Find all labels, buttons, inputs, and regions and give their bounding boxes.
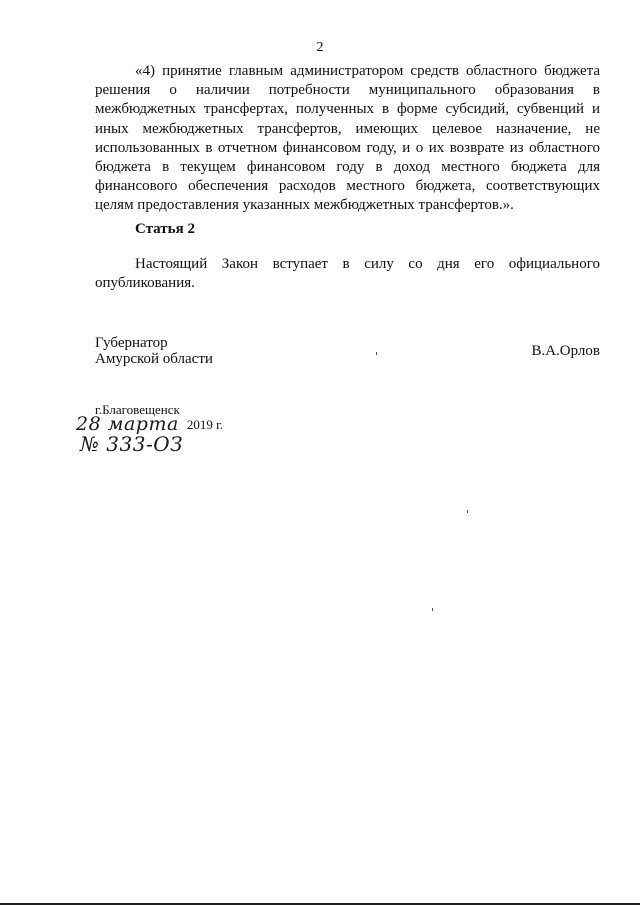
- signatory-title-line-1: Губернатор: [95, 335, 168, 351]
- signatory-name: В.А.Орлов: [531, 343, 600, 359]
- page-number: 2: [316, 40, 324, 55]
- article-1-paragraph-4: «4) принятие главным администратором средств областного бюджета решения о наличии потребности муниципального образования в межбюджетных трансфертах, полученных в форме субсидий, субвенций и иных межбюджетных трансфертов, имеющих целевое назначение, не использованных в отчетном финансовом году, и о их возврате из областного бюджета в текущем финансовом году в доход местного бюджета для финансового обеспечения расходов местного бюджета, соответствующих целям предоставления указанных межбюджетных трансфертов.».: [95, 63, 600, 214]
- handwritten-date: 28 марта: [76, 413, 179, 435]
- date-year: 2019 г.: [186, 417, 224, 432]
- law-number: № 333-ОЗ: [80, 432, 184, 456]
- scan-speck: [432, 608, 433, 611]
- signatory-title-line-2: Амурской области: [95, 351, 213, 367]
- article-2-paragraph: Настоящий Закон вступает в силу со дня его официального опубликования.: [95, 256, 600, 292]
- article-heading: Статья 2: [135, 221, 195, 237]
- scan-speck: [467, 510, 468, 513]
- signatory-title: [95, 335, 213, 367]
- signature-block: [95, 335, 600, 367]
- scan-speck: [376, 352, 377, 355]
- place-of-signing: г.Благовещенск: [95, 402, 180, 417]
